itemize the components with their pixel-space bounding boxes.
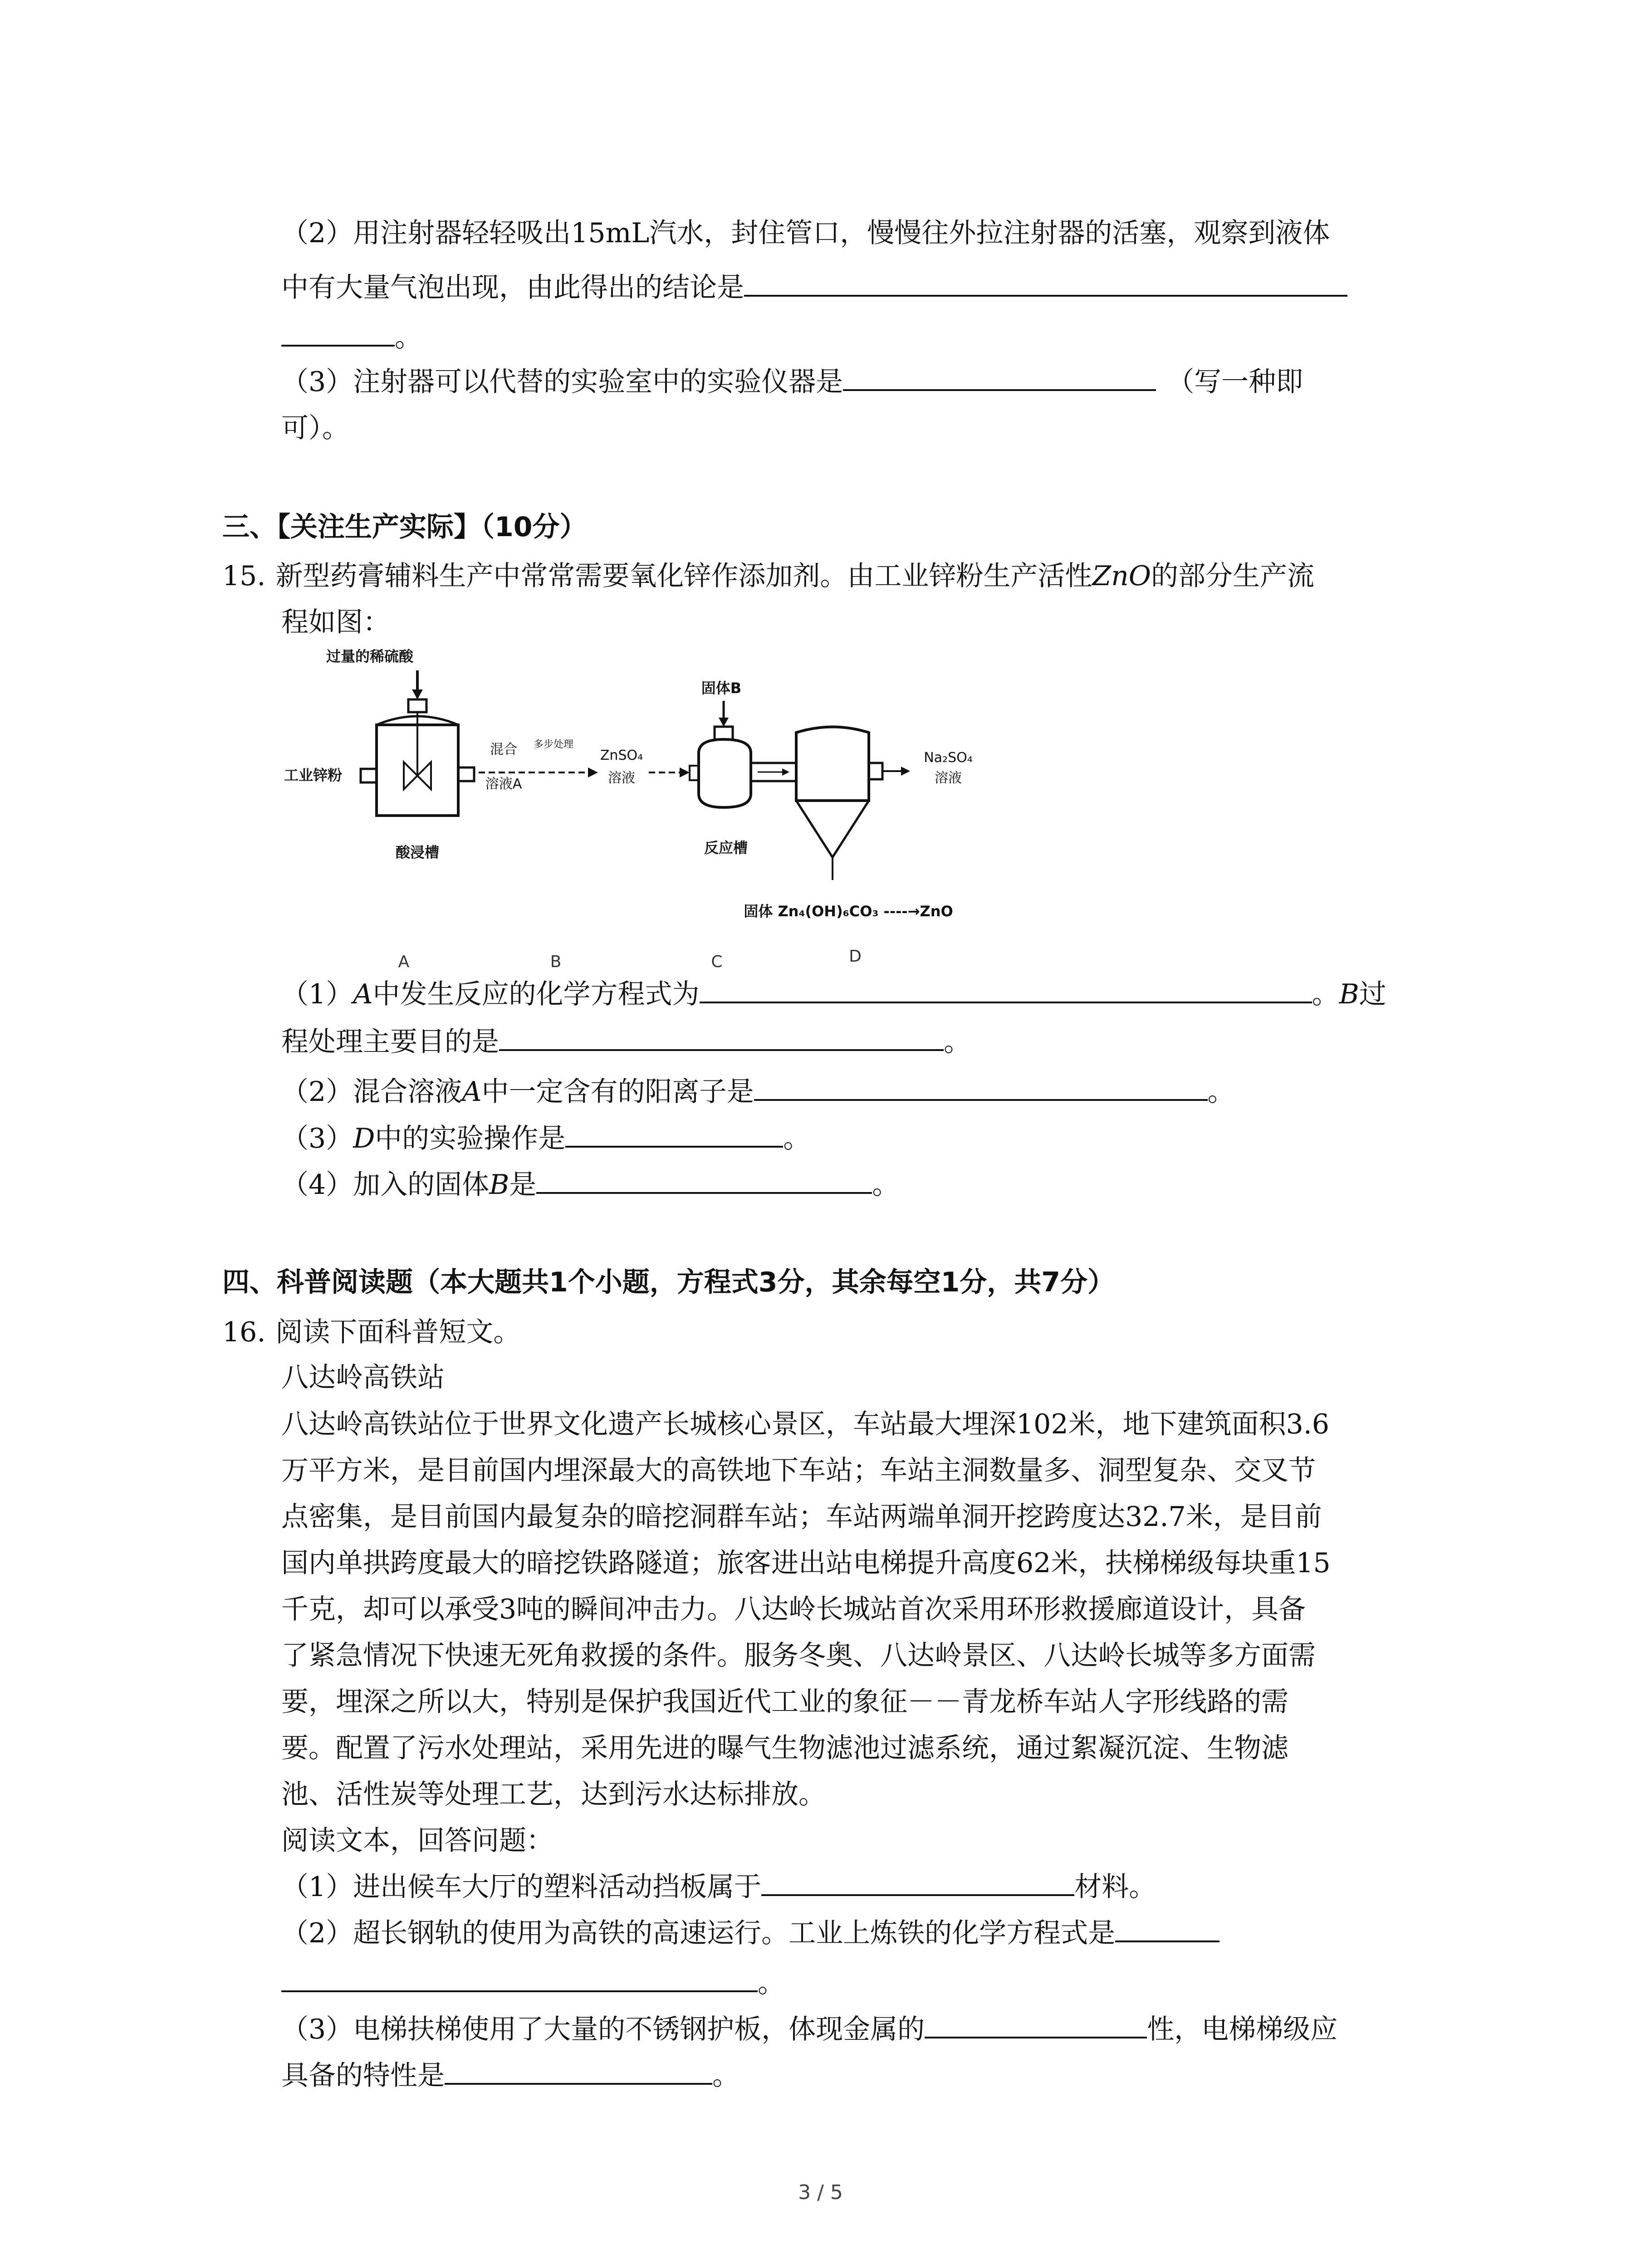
q16-para-line-3: 点密集，是目前国内最复杂的暗挖洞群车站；车站两端单洞开挖跨度达32.7米，是目前	[281, 1501, 1322, 1533]
q15-stem-var: ZnO	[1092, 560, 1151, 592]
q15-sub1-var-a: A	[353, 978, 373, 1010]
q16-sub2-line2	[281, 1964, 785, 2002]
q15-sub4-text: （4）加入的固体	[281, 1169, 490, 1201]
section4-title: 四、科普阅读题（本大题共1个小题，方程式3分，其余每空1分，共7分）	[222, 1266, 1115, 1298]
q14-part2-line1	[281, 214, 1330, 252]
q16-prompt: 阅读文本，回答问题：	[281, 1825, 554, 1857]
multi-step-process-label: 多步处理	[533, 739, 574, 750]
q15-sub4-solid-blank[interactable]	[536, 1168, 872, 1194]
q14-part2-line2	[281, 269, 1347, 307]
q16-sub1-text2: 材料。	[1074, 1871, 1156, 1903]
q15-sub1-text2: 过	[1359, 978, 1386, 1010]
mixed-solution-label-1: 混合	[490, 742, 517, 758]
q14-part3-text3: 可）。	[281, 412, 349, 444]
solid-b-arrowhead	[719, 718, 729, 727]
q14-part2-line3	[281, 318, 422, 357]
q15-sub1-period: 。	[1312, 978, 1339, 1010]
q15-stem-line2: 程如图：	[281, 606, 390, 638]
q16-sub1-line	[281, 1868, 1156, 1906]
q16-sub3-text: （3）电梯扶梯使用了大量的不锈钢护板，体现金属的	[281, 2014, 925, 2045]
q16-sub1-material-blank[interactable]	[761, 1870, 1074, 1896]
process-arrowhead-2	[680, 767, 690, 777]
q16-number: 16.	[222, 1316, 266, 1348]
q16-sub2-equation-blank-2[interactable]	[281, 1966, 758, 1992]
q16-article-title: 八达岭高铁站	[281, 1362, 445, 1393]
q16-sub2-equation-blank-1[interactable]	[1115, 1916, 1220, 1942]
stage-letter-c: C	[711, 953, 723, 971]
acid-arrowhead	[412, 689, 423, 699]
acid-leaching-tank	[361, 699, 474, 816]
stage-letter-b: B	[550, 953, 562, 971]
q15-sub2-end: 。	[1207, 1076, 1235, 1108]
q14-part3-answer-blank[interactable]	[843, 365, 1156, 391]
mixed-solution-label-2: 溶液A	[485, 776, 522, 792]
q15-sub3-text: 中的实验操作是	[375, 1123, 566, 1154]
q14-part2-answer-blank-1[interactable]	[744, 270, 1347, 297]
q16-intro: 阅读下面科普短文。	[275, 1316, 521, 1348]
q16-sub1-text: （1）进出候车大厅的塑料活动挡板属于	[281, 1871, 762, 1903]
reaction-tank-label: 反应槽	[704, 839, 748, 856]
q16-para-line-4: 国内单拱跨度最大的暗挖铁路隧道；旅客进出站电梯提升高度62米，扶梯梯级每块重15	[281, 1547, 1331, 1579]
page-number: 3 / 5	[798, 2181, 843, 2204]
q15-sub2-text: （2）混合溶液	[281, 1076, 462, 1108]
q15-sub1-end: 。	[944, 1026, 971, 1058]
q16-sub3-feature-blank[interactable]	[445, 2058, 712, 2085]
q16-sub3-line2	[281, 2057, 740, 2095]
q16-sub3-text2: 性，电梯梯级应	[1147, 2014, 1338, 2045]
q15-sub4-end: 。	[872, 1169, 900, 1201]
q15-sub2-line	[281, 1073, 1235, 1111]
q14-part3-text2: （写一种即	[1167, 366, 1303, 398]
q14-part3-text: （3）注射器可以代替的实验室中的实验仪器是	[281, 366, 843, 398]
solid-b-label: 固体B	[701, 679, 742, 697]
zno-production-flow-diagram	[272, 644, 1053, 971]
q15-sub2-cation-blank[interactable]	[754, 1075, 1208, 1101]
q15-number: 15.	[222, 560, 266, 592]
q14-part2-answer-blank-2[interactable]	[281, 320, 395, 347]
q16-intro-line	[222, 1313, 520, 1351]
q16-sub3-end: 。	[712, 2060, 740, 2092]
q16-para-line-8: 要。配置了污水处理站，采用先进的曝气生物滤池过滤系统，通过絮凝沉淀、生物滤	[281, 1732, 1288, 1764]
q15-sub4-text2: 是	[509, 1169, 537, 1201]
filter-unit	[796, 727, 910, 880]
q15-stem-text: 新型药膏辅料生产中常常需要氧化锌作添加剂。由工业锌粉生产活性	[275, 560, 1092, 592]
q15-sub1-purpose-blank[interactable]	[499, 1025, 944, 1051]
q15-stem-line1	[222, 557, 1314, 595]
q15-sub4-var: B	[489, 1169, 509, 1201]
zinc-powder-label: 工业锌粉	[284, 767, 343, 784]
q15-stem-text2: 的部分生产流	[1151, 560, 1314, 592]
q15-sub2-var: A	[462, 1076, 482, 1108]
q16-para-line-9: 池、活性炭等处理工艺，达到污水达标排放。	[281, 1779, 826, 1810]
q14-part3-line2	[281, 409, 349, 447]
q16-sub3-property-blank[interactable]	[925, 2012, 1147, 2038]
q15-sub1-equation-blank[interactable]	[700, 977, 1312, 1003]
q16-para-line-6: 了紧急情况下快速无死角救援的条件。服务冬奥、八达岭景区、八达岭长城等多方面需	[281, 1640, 1316, 1672]
znso4-label-1: ZnSO₄	[600, 748, 643, 763]
q16-sub2-text: （2）超长钢轨的使用为高铁的高速运行。工业上炼铁的化学方程式是	[281, 1917, 1116, 1949]
q15-sub1-text: 中发生反应的化学方程式为	[372, 978, 700, 1010]
q14-part2-text: （2）用注射器轻轻吸出15mL汽水，封住管口，慢慢往外拉注射器的活塞，观察到液体	[281, 217, 1330, 249]
section3-title: 三、【关注生产实际】（10分）	[222, 511, 587, 543]
q16-para-line-7: 要，埋深之所以大，特别是保护我国近代工业的象征－－青龙桥车站人字形线路的需	[281, 1686, 1288, 1718]
stage-letter-a: A	[398, 953, 410, 971]
q15-sub3-end: 。	[783, 1123, 811, 1154]
q16-sub2-line1	[281, 1914, 1220, 1952]
q15-sub3-operation-blank[interactable]	[565, 1121, 783, 1148]
na2so4-label-2: 溶液	[935, 770, 962, 786]
q14-part2-text2: 中有大量气泡出现，由此得出的结论是	[281, 272, 744, 303]
process-arrowhead-1	[588, 767, 598, 777]
q14-part2-end: 。	[395, 322, 422, 353]
q15-sub3-num: （3）	[281, 1123, 353, 1154]
q15-sub1-line2	[281, 1023, 971, 1061]
q15-sub1-line1	[281, 975, 1386, 1013]
product-label: 固体 Zn₄(OH)₆CO₃ ----→ZnO	[744, 903, 953, 920]
acid-label: 过量的稀硫酸	[326, 648, 414, 665]
q15-sub1-text3: 程处理主要目的是	[281, 1026, 499, 1058]
stage-letter-d: D	[849, 947, 862, 966]
q16-sub3-line1	[281, 2010, 1337, 2048]
q14-part3-line1	[281, 363, 1303, 401]
q16-para-line-2: 万平方米，是目前国内埋深最大的高铁地下车站；车站主洞数量多、洞型复杂、交叉节	[281, 1455, 1316, 1486]
acid-tank-label: 酸浸槽	[395, 844, 440, 861]
q16-para-line-1: 八达岭高铁站位于世界文化遗产长城核心景区，车站最大埋深102米，地下建筑面积3.6	[281, 1408, 1329, 1440]
q15-sub4-line	[281, 1166, 899, 1204]
q16-sub3-text3: 具备的特性是	[281, 2060, 445, 2092]
q15-sub1-var-b: B	[1339, 978, 1359, 1010]
reaction-tank	[690, 727, 796, 807]
q15-sub1-num: （1）	[281, 978, 353, 1010]
znso4-label-2: 溶液	[608, 770, 635, 786]
q16-sub2-end: 。	[758, 1967, 785, 1999]
na2so4-label-1: Na₂SO₄	[924, 750, 973, 766]
q16-para-line-5: 千克，却可以承受3吨的瞬间冲击力。八达岭长城站首次采用环形救援廊道设计，具备	[281, 1593, 1306, 1625]
q15-sub3-line	[281, 1119, 810, 1158]
q15-sub2-text2: 中一定含有的阳离子是	[481, 1076, 754, 1108]
q15-sub3-var: D	[353, 1123, 375, 1154]
